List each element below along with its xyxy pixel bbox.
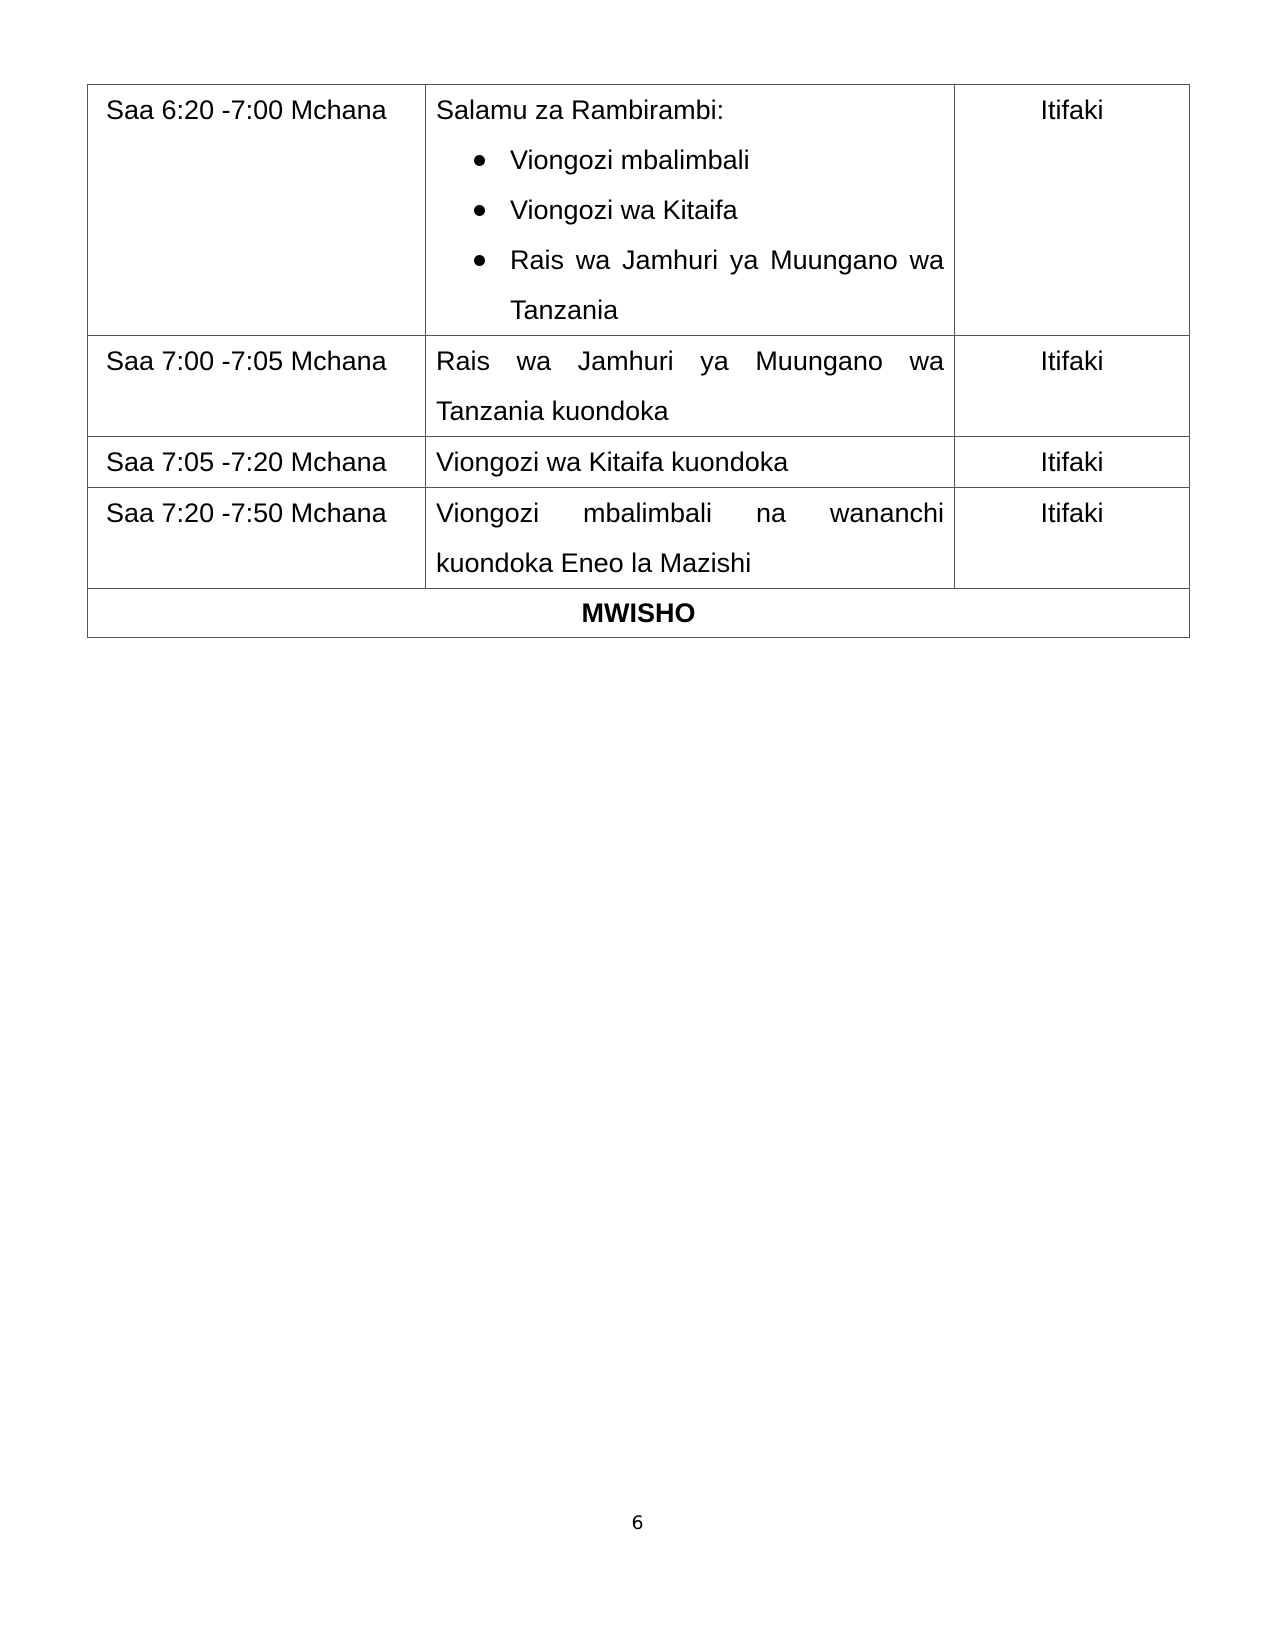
responsible-cell: Itifaki (955, 85, 1190, 336)
responsible-cell: Itifaki (955, 437, 1190, 488)
end-row (88, 589, 1190, 638)
list-item-text: Rais wa Jamhuri ya Muungano wa Tanzania (510, 245, 944, 325)
time-cell: Saa 7:20 -7:50 Mchana (88, 488, 426, 589)
time-cell: Saa 7:00 -7:05 Mchana (88, 336, 426, 437)
responsible-cell: Itifaki (955, 336, 1190, 437)
responsible-cell: Itifaki (955, 488, 1190, 589)
list-item (436, 235, 944, 335)
time-cell: Saa 7:05 -7:20 Mchana (88, 437, 426, 488)
end-label: MWISHO (88, 589, 1190, 638)
bullet-list (436, 135, 944, 335)
list-item (436, 185, 944, 235)
activity-cell: Viongozi mbalimbali na wananchi kuondoka Eneo la Mazishi (426, 488, 955, 589)
time-cell: Saa 6:20 -7:00 Mchana (88, 85, 426, 336)
list-item-text: Viongozi mbalimbali (510, 145, 750, 175)
table-row (88, 488, 1190, 589)
list-item-text: Viongozi wa Kitaifa (510, 195, 738, 225)
activity-cell: Viongozi wa Kitaifa kuondoka (426, 437, 955, 488)
activity-cell: Rais wa Jamhuri ya Muungano wa Tanzania kuondoka (426, 336, 955, 437)
page-number: 6 (631, 1512, 644, 1534)
activity-heading: Salamu za Rambirambi: (436, 95, 725, 125)
table-row (88, 336, 1190, 437)
bullet-icon (474, 205, 485, 216)
bullet-icon (474, 155, 485, 166)
schedule-table (87, 84, 1190, 638)
list-item (436, 135, 944, 185)
bullet-icon (474, 255, 485, 266)
activity-cell (426, 85, 955, 336)
table-row (88, 85, 1190, 336)
table-row (88, 437, 1190, 488)
